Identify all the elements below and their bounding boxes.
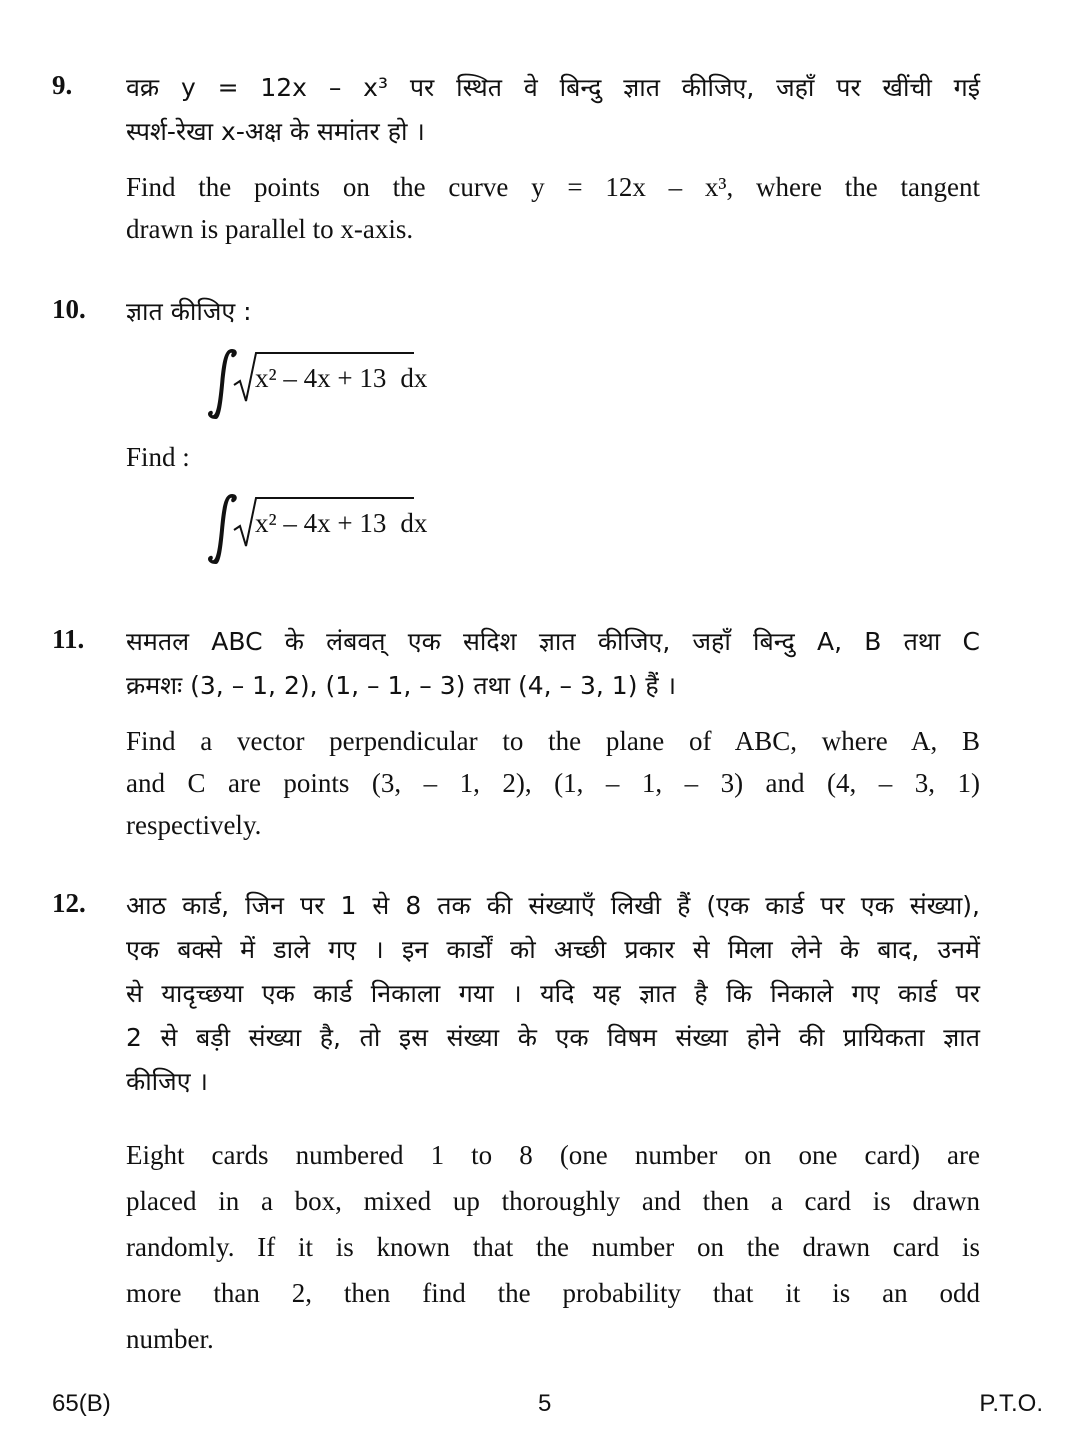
question-number: 12. bbox=[52, 888, 86, 918]
question-text-hindi bbox=[126, 884, 980, 1104]
text-line: more than 2, then find the probability that it is an odd bbox=[126, 1278, 980, 1308]
differential: dx bbox=[400, 508, 428, 538]
text-line: Find the points on the curve y = 12x – x³, where the tangent bbox=[126, 172, 980, 202]
integral-formula bbox=[200, 345, 600, 425]
question-number: 10. bbox=[52, 294, 86, 324]
integrand: x² – 4x + 13 bbox=[255, 508, 387, 538]
text-line: randomly. If it is known that the number on the drawn card is bbox=[126, 1232, 980, 1262]
page-footer bbox=[0, 1390, 1091, 1430]
text-line: क्रमशः (3, – 1, 2), (1, – 1, – 3) तथा (4, – 3, 1) हैं । bbox=[126, 671, 677, 700]
text-line: आठ कार्ड, जिन पर 1 से 8 तक की संख्याएँ लिखी हैं (एक कार्ड पर एक संख्या), bbox=[126, 891, 980, 920]
integral-formula bbox=[200, 490, 600, 570]
question-number: 9. bbox=[52, 70, 73, 100]
text-line: number. bbox=[126, 1324, 214, 1354]
question-text-english bbox=[126, 166, 980, 250]
text-line: एक बक्से में डाले गए । इन कार्डों को अच्छी प्रकार से मिला लेने के बाद, उनमें bbox=[126, 935, 980, 964]
differential: dx bbox=[400, 363, 428, 393]
question-text-hindi bbox=[126, 66, 980, 154]
question-text-hindi bbox=[126, 620, 980, 708]
please-turn-over: P.T.O. bbox=[979, 1390, 1043, 1417]
question-text-english bbox=[126, 1132, 980, 1362]
text-line: से यादृच्छया एक कार्ड निकाला गया । यदि यह ज्ञात है कि निकाले गए कार्ड पर bbox=[126, 979, 980, 1008]
question-text-english bbox=[126, 720, 980, 846]
question-label-english: Find : bbox=[126, 442, 190, 472]
text-line: Find a vector perpendicular to the plane of ABC, where A, B bbox=[126, 726, 980, 756]
text-line: Eight cards numbered 1 to 8 (one number on one card) are bbox=[126, 1140, 980, 1170]
text-line: drawn is parallel to x-axis. bbox=[126, 214, 414, 244]
text-line: वक्र y = 12x – x³ पर स्थित वे बिन्दु ज्ञात कीजिए, जहाँ पर खींची गई bbox=[126, 73, 980, 102]
paper-code: 65(B) bbox=[52, 1390, 111, 1417]
text-line: and C are points (3, – 1, 2), (1, – 1, – 3) and (4, – 3, 1) bbox=[126, 768, 980, 798]
text-line: समतल ABC के लंबवत् एक सदिश ज्ञात कीजिए, जहाँ बिन्दु A, B तथा C bbox=[126, 627, 980, 656]
text-line: 2 से बड़ी संख्या है, तो इस संख्या के एक विषम संख्या होने की प्रायिकता ज्ञात bbox=[126, 1023, 980, 1052]
page-number: 5 bbox=[538, 1390, 552, 1417]
text-line: placed in a box, mixed up thoroughly and then a card is drawn bbox=[126, 1186, 980, 1216]
question-number: 11. bbox=[52, 624, 85, 654]
text-line: स्पर्श-रेखा x-अक्ष के समांतर हो । bbox=[126, 117, 425, 146]
text-line: respectively. bbox=[126, 810, 262, 840]
question-label-hindi: ज्ञात कीजिए : bbox=[126, 297, 252, 326]
text-line: कीजिए । bbox=[126, 1067, 208, 1096]
integrand: x² – 4x + 13 bbox=[255, 363, 387, 393]
